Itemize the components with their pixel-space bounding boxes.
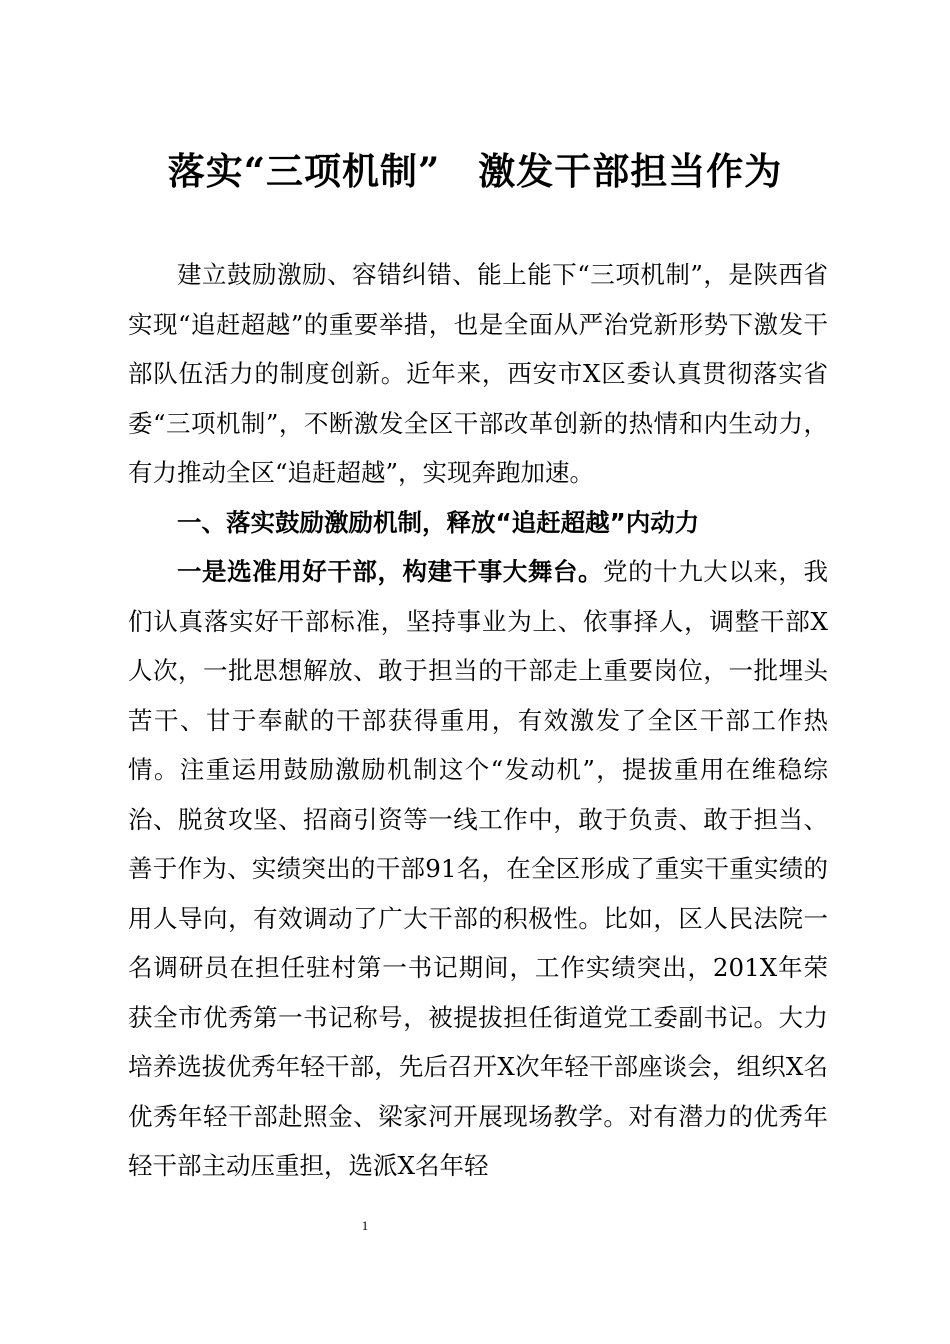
intro-paragraph: 建立鼓励激励、容错纠错、能上能下“三项机制”，是陕西省实现“追赶超越”的重要举措，也是全面从严治党新形势下激发干部队伍活力的制度创新。近年来，西安市X区委认真贯彻落实省委“三项机制”，不断激发全区干部改革创新的热情和内生动力，有力推动全区“追赶超越”，实现奔跑加速。 xyxy=(128,260,828,487)
paragraph-text: 党的十九大以来，我们认真落实好干部标准，坚持事业为上、依事择人，调整干部X人次，一批思想解放、敢于担当的干部走上重要岗位，一批埋头苦干、甘于奉献的干部获得重用，有效激发了全区干部工作热情。注重运用鼓励激励机制这个“发动机”，提拔重用在维稳综治、脱贫攻坚、招商引资等一线工作中，敢于负责、敢于担当、善于作为、实绩突出的干部91名，在全区形成了重实干重实绩的用人导向，有效调动了广大干部的积极性。比如，区人民法院一名调研员在担任驻村第一书记期间，工作实绩突出，201X年荣获全市优秀第一书记称号，被提拔担任街道党工委副书记。大力培养选拔优秀年轻干部，先后召开X次年轻干部座谈会，组织X名优秀年轻干部赴照金、梁家河开展现场教学。对有潜力的优秀年轻干部主动压重担，选派X名年轻 xyxy=(128,557,829,1180)
document-title: 落实“三项机制” 激发干部担当作为 xyxy=(167,149,783,193)
document-body xyxy=(128,250,828,1191)
body-paragraph xyxy=(128,547,828,1191)
paragraph-lead: 一是选准用好干部，构建干事大舞台。 xyxy=(177,557,604,586)
section-heading: 一、落实鼓励激励机制，释放“追赶超越”内动力 xyxy=(177,507,700,537)
page-number: 1 xyxy=(361,1218,369,1233)
